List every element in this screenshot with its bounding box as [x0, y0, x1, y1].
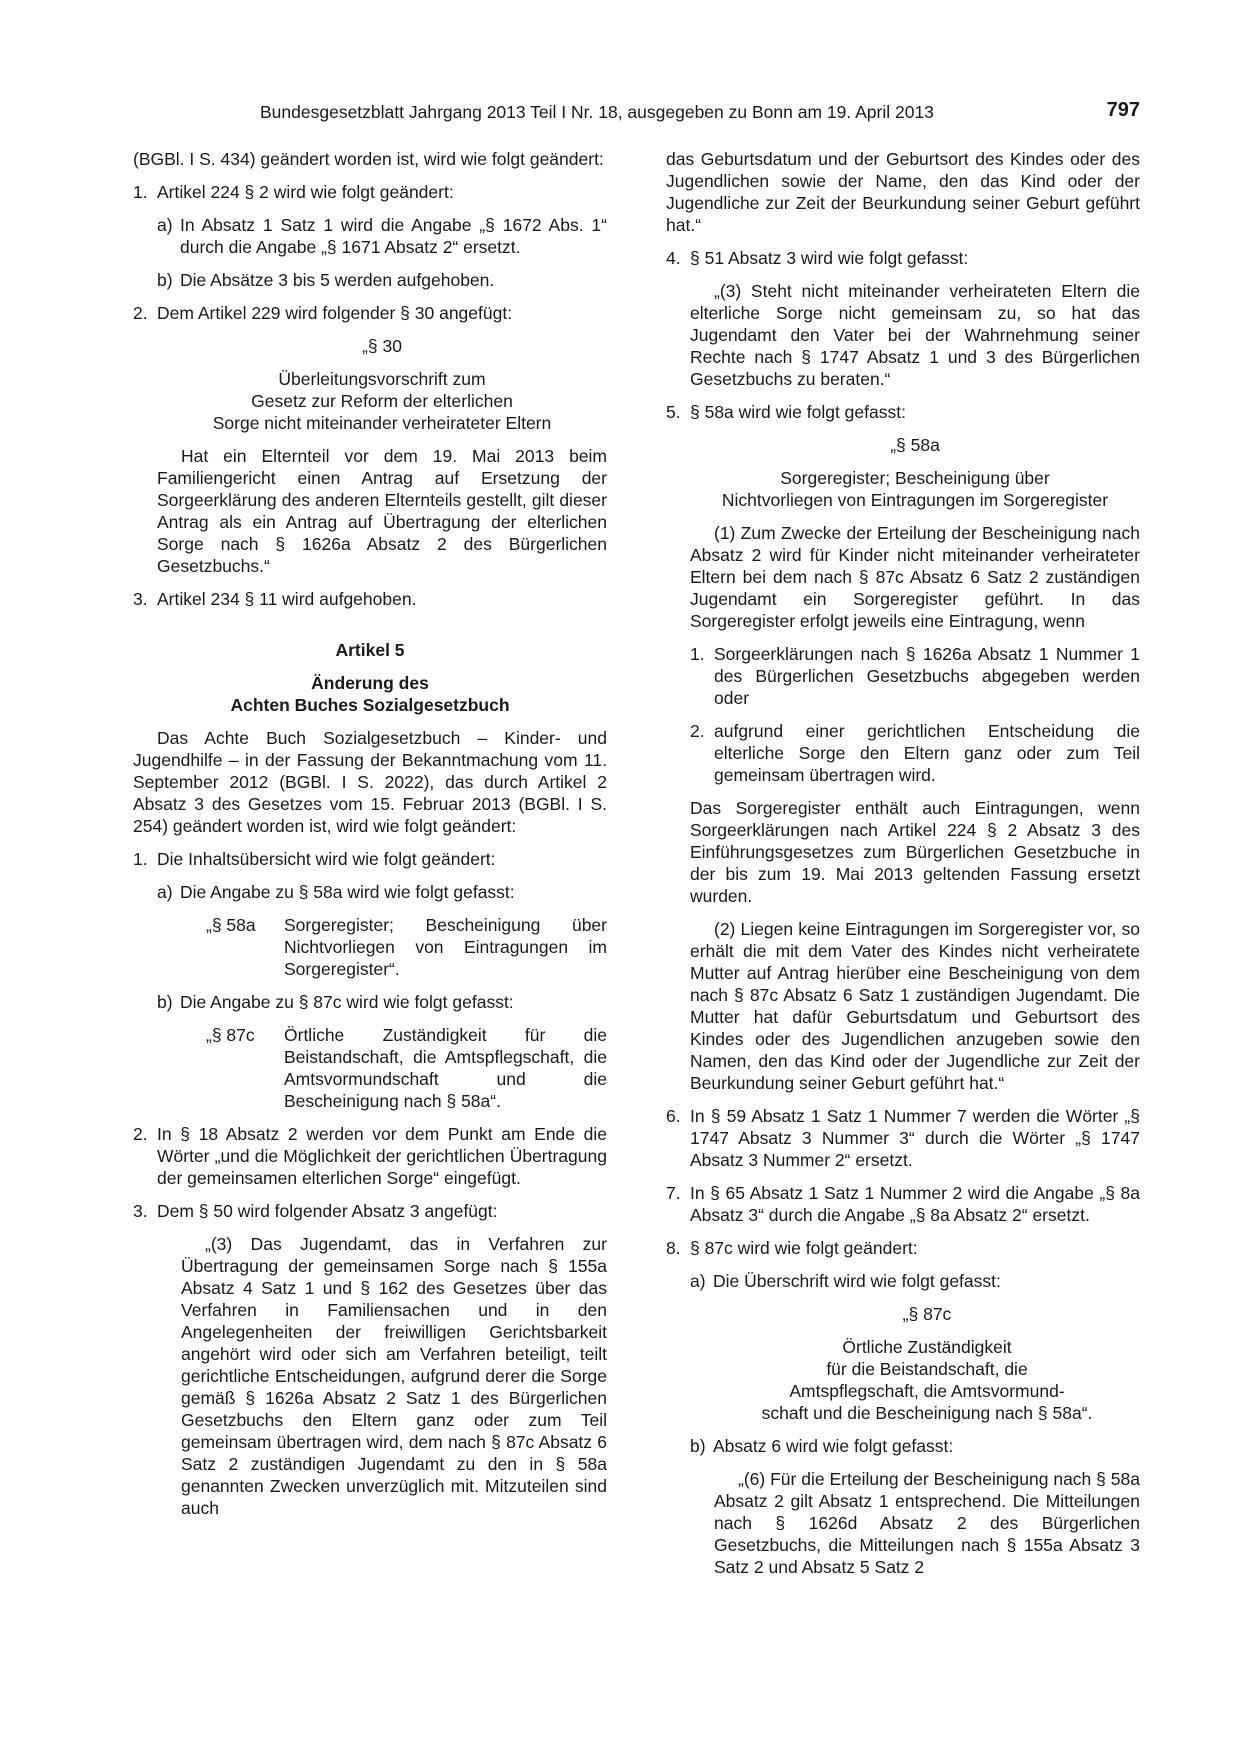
quoted-paragraph: „(3) Steht nicht miteinander verheirateten Eltern die elterliche Sorge nicht gemeinsam zu, so hat das Jugendamt den Vater bei der Wahrnehmung seiner Rechte nach § 1747 Absatz 1 und 3 des Bürgerlichen Gesetzbuchs zu beraten.“ — [690, 281, 1140, 389]
item-number: 5. — [666, 402, 681, 422]
continued-text: das Geburtsdatum und der Geburtsort des Kindes oder des Jugendlichen sowie der Name, den das Kind oder der Jugendliche zur Zeit der Beurkundung seiner Geburt geführt hat.“ — [666, 149, 1140, 235]
list-item — [133, 848, 607, 870]
item-text: In § 59 Absatz 1 Satz 1 Nummer 7 werden die Wörter „§ 1747 Absatz 3 Nummer 3“ durch die Wörter „§ 1747 Absatz 3 Nummer 2“ ersetzt. — [690, 1106, 1140, 1170]
sub-item — [157, 269, 607, 291]
item-number: 1. — [690, 644, 705, 664]
sub-item-text: Absatz 6 wird wie folgt gefasst: — [713, 1436, 954, 1456]
section-paragraph: (1) Zum Zwecke der Erteilung der Bescheinigung nach Absatz 2 wird für Kinder nicht miteinander verheirateter Eltern bei dem nach § 87c Absatz 6 Satz 2 zuständigen Jugendamt ein Sorgeregister geführt. In das Sorgeregister erfolgt jeweils eine Eintragung, wenn — [690, 523, 1140, 631]
page-number: 797 — [1106, 99, 1140, 121]
item-number: 6. — [666, 1106, 681, 1126]
page-header — [260, 100, 1140, 124]
right-column — [666, 148, 1140, 1589]
section-heading: „§ 87c — [902, 1304, 952, 1324]
list-item — [133, 181, 607, 203]
intro-paragraph: (BGBl. I S. 434) geändert worden ist, wird wie folgt geändert: — [133, 149, 604, 169]
definition-entry — [206, 1024, 607, 1112]
header-title: Bundesgesetzblatt Jahrgang 2013 Teil I Nr. 18, ausgegeben zu Bonn am 19. April 2013 — [260, 102, 934, 122]
sub-item — [157, 214, 607, 258]
list-item — [690, 643, 1140, 709]
item-text: § 58a wird wie folgt gefasst: — [690, 402, 906, 422]
item-text: aufgrund einer gerichtlichen Entscheidung die elterliche Sorge den Eltern ganz oder zum Teil gemeinsam übertragen wird. — [714, 721, 1140, 785]
sub-item-mark: a) — [157, 882, 173, 902]
section-paragraph: (2) Liegen keine Eintragungen im Sorgeregister vor, so erhält die mit dem Vater des Kindes nicht verheiratete Mutter auf Antrag hierüber eine Bescheinigung von dem nach § 87c Absatz 6 Satz 1 zuständigen Jugendamt. Die Mutter hat dafür Geburtsdatum und Geburtsort des Kindes oder des Jugendlichen anzugeben sowie den Namen, den das Kind oder der Jugendliche zur Zeit der Beurkundung seiner Geburt geführt hat.“ — [690, 919, 1140, 1093]
definition-value: Örtliche Zuständigkeit für die Beistandschaft, die Amtspflegschaft, die Amtsvormundschaft und die Bescheinigung nach § 58a“. — [284, 1025, 607, 1111]
section-30-block — [157, 335, 607, 577]
item-text: Sorgeerklärungen nach § 1626a Absatz 1 Nummer 1 des Bürgerlichen Gesetzbuchs abgegeben werden oder — [714, 644, 1140, 708]
sub-item — [690, 1435, 1140, 1457]
list-item — [666, 1237, 1140, 1259]
item-text: § 51 Absatz 3 wird wie folgt gefasst: — [690, 248, 969, 268]
item-text: In § 65 Absatz 1 Satz 1 Nummer 2 wird die Angabe „§ 8a Absatz 3“ durch die Angabe „§ 8a Absatz 2“ ersetzt. — [690, 1183, 1140, 1225]
list-item — [666, 247, 1140, 269]
article-intro: Das Achte Buch Sozialgesetzbuch – Kinder- und Jugendhilfe – in der Fassung der Bekanntmachung vom 11. September 2012 (BGBl. I S. 2022), das durch Artikel 2 Absatz 3 des Gesetzes vom 15. Februar 2013 (BGBl. I S. 254) geändert worden ist, wird wie folgt geändert: — [133, 728, 607, 836]
quoted-paragraph: „(3) Das Jugendamt, das in Verfahren zur Übertragung der gemeinsamen Sorge nach § 155a Absatz 4 Satz 1 und § 162 des Gesetzes über das Verfahren in Familiensachen und in den Angelegenheiten der freiwilligen Gerichtsbarkeit angehört wird oder sich am Verfahren beteiligt, teilt gerichtliche Entscheidungen, aufgrund derer die Sorge gemäß § 1626a Absatz 2 Satz 1 des Bürgerlichen Gesetzbuchs den Eltern ganz oder zum Teil gemeinsam übertragen wird, dem nach § 87c Absatz 6 Satz 2 zuständigen Jugendamt zu den in § 58a genannten Zwecken unverzüglich mit. Mitzuteilen sind auch — [181, 1234, 607, 1518]
section-title-line: Gesetz zur Reform der elterlichen — [251, 391, 513, 411]
sub-item-mark: b) — [157, 270, 173, 290]
item-text: In § 18 Absatz 2 werden vor dem Punkt am Ende die Wörter „und die Möglichkeit der gerichtlichen Übertragung der gemeinsamen elterlichen Sorge“ eingefügt. — [157, 1124, 607, 1188]
item-text: Artikel 234 § 11 wird aufgehoben. — [157, 589, 417, 609]
sub-item-mark: b) — [157, 992, 173, 1012]
item-number: 1. — [133, 182, 148, 202]
section-87c-block — [714, 1303, 1140, 1424]
sub-item-mark: a) — [690, 1271, 706, 1291]
item-text: Dem Artikel 229 wird folgender § 30 angefügt: — [157, 303, 513, 323]
sub-item-mark: a) — [157, 215, 173, 235]
section-title-line: Sorgeregister; Bescheinigung über — [780, 468, 1050, 488]
section-heading: „§ 58a — [890, 435, 940, 455]
article-label: Artikel 5 — [335, 640, 405, 660]
list-item — [666, 1105, 1140, 1171]
list-item — [690, 720, 1140, 786]
item-number: 8. — [666, 1238, 681, 1258]
section-title-line: Amtspflegschaft, die Amtsvormund- — [789, 1381, 1065, 1401]
item-text: Die Inhaltsübersicht wird wie folgt geändert: — [157, 849, 496, 869]
definition-key: „§ 87c — [206, 1025, 255, 1045]
definition-entry — [206, 914, 607, 980]
list-item — [666, 1182, 1140, 1226]
item-number: 1. — [133, 849, 148, 869]
item-text: § 87c wird wie folgt geändert: — [690, 1238, 918, 1258]
section-body: Hat ein Elternteil vor dem 19. Mai 2013 beim Familiengericht einen Antrag auf Ersetzung der Sorgeerklärung des anderen Elternteils gestellt, gilt dieser Antrag als ein Antrag auf Übertragung der elterlichen Sorge nach § 1626a Absatz 2 des Bürgerlichen Gesetzbuchs.“ — [157, 446, 607, 576]
section-title-line: schaft und die Bescheinigung nach § 58a“. — [761, 1403, 1093, 1423]
sub-item — [157, 881, 607, 903]
sub-item — [690, 1270, 1140, 1292]
item-number: 3. — [133, 589, 148, 609]
section-title-line: für die Beistandschaft, die — [826, 1359, 1028, 1379]
item-number: 3. — [133, 1201, 148, 1221]
section-title-line: Überleitungsvorschrift zum — [278, 369, 486, 389]
sub-item-text: Die Absätze 3 bis 5 werden aufgehoben. — [180, 270, 495, 290]
sub-item-text: Die Angabe zu § 58a wird wie folgt gefasst: — [180, 882, 515, 902]
section-paragraph: Das Sorgeregister enthält auch Eintragungen, wenn Sorgeerklärungen nach Artikel 224 § 2 Absatz 3 des Einführungsgesetzes zum Bürgerlichen Gesetzbuche in der bis zum 19. Mai 2013 geltenden Fassung ersetzt wurden. — [690, 798, 1140, 906]
sub-item-text: Die Überschrift wird wie folgt gefasst: — [713, 1271, 1001, 1291]
section-heading: „§ 30 — [362, 336, 402, 356]
item-number: 2. — [133, 1124, 148, 1144]
item-number: 2. — [690, 721, 705, 741]
list-item — [133, 1123, 607, 1189]
sub-item-text: Die Angabe zu § 87c wird wie folgt gefasst: — [180, 992, 514, 1012]
sub-item — [157, 991, 607, 1013]
item-number: 2. — [133, 303, 148, 323]
left-column — [133, 148, 607, 1530]
section-title-line: Nichtvorliegen von Eintragungen im Sorgeregister — [721, 490, 1109, 510]
article-title-line: Achten Buches Sozialgesetzbuch — [230, 695, 510, 715]
item-number: 7. — [666, 1183, 681, 1203]
quoted-paragraph: „(6) Für die Erteilung der Bescheinigung nach § 58a Absatz 2 gilt Absatz 1 entsprechend. Die Mitteilungen nach § 1626d Absatz 2 des Bürgerlichen Gesetzbuchs, die Mitteilungen nach § 155a Absatz 3 Satz 2 und Absatz 5 Satz 2 — [714, 1469, 1140, 1577]
definition-value: Sorgeregister; Bescheinigung über Nichtvorliegen von Eintragungen im Sorgeregister“. — [284, 915, 607, 979]
sub-item-text: In Absatz 1 Satz 1 wird die Angabe „§ 1672 Abs. 1“ durch die Angabe „§ 1671 Absatz 2“ ersetzt. — [180, 215, 607, 257]
list-item — [133, 302, 607, 324]
item-number: 4. — [666, 248, 681, 268]
item-text: Dem § 50 wird folgender Absatz 3 angefügt: — [157, 1201, 498, 1221]
list-item — [133, 1200, 607, 1222]
sub-item-mark: b) — [690, 1436, 706, 1456]
definition-key: „§ 58a — [206, 915, 256, 935]
list-item — [666, 401, 1140, 423]
article-title-line: Änderung des — [311, 673, 429, 693]
list-item — [133, 588, 607, 610]
section-title-line: Sorge nicht miteinander verheirateter Eltern — [212, 413, 552, 433]
item-text: Artikel 224 § 2 wird wie folgt geändert: — [157, 182, 454, 202]
section-title-line: Örtliche Zuständigkeit — [842, 1337, 1012, 1357]
section-58a-block — [690, 434, 1140, 1094]
